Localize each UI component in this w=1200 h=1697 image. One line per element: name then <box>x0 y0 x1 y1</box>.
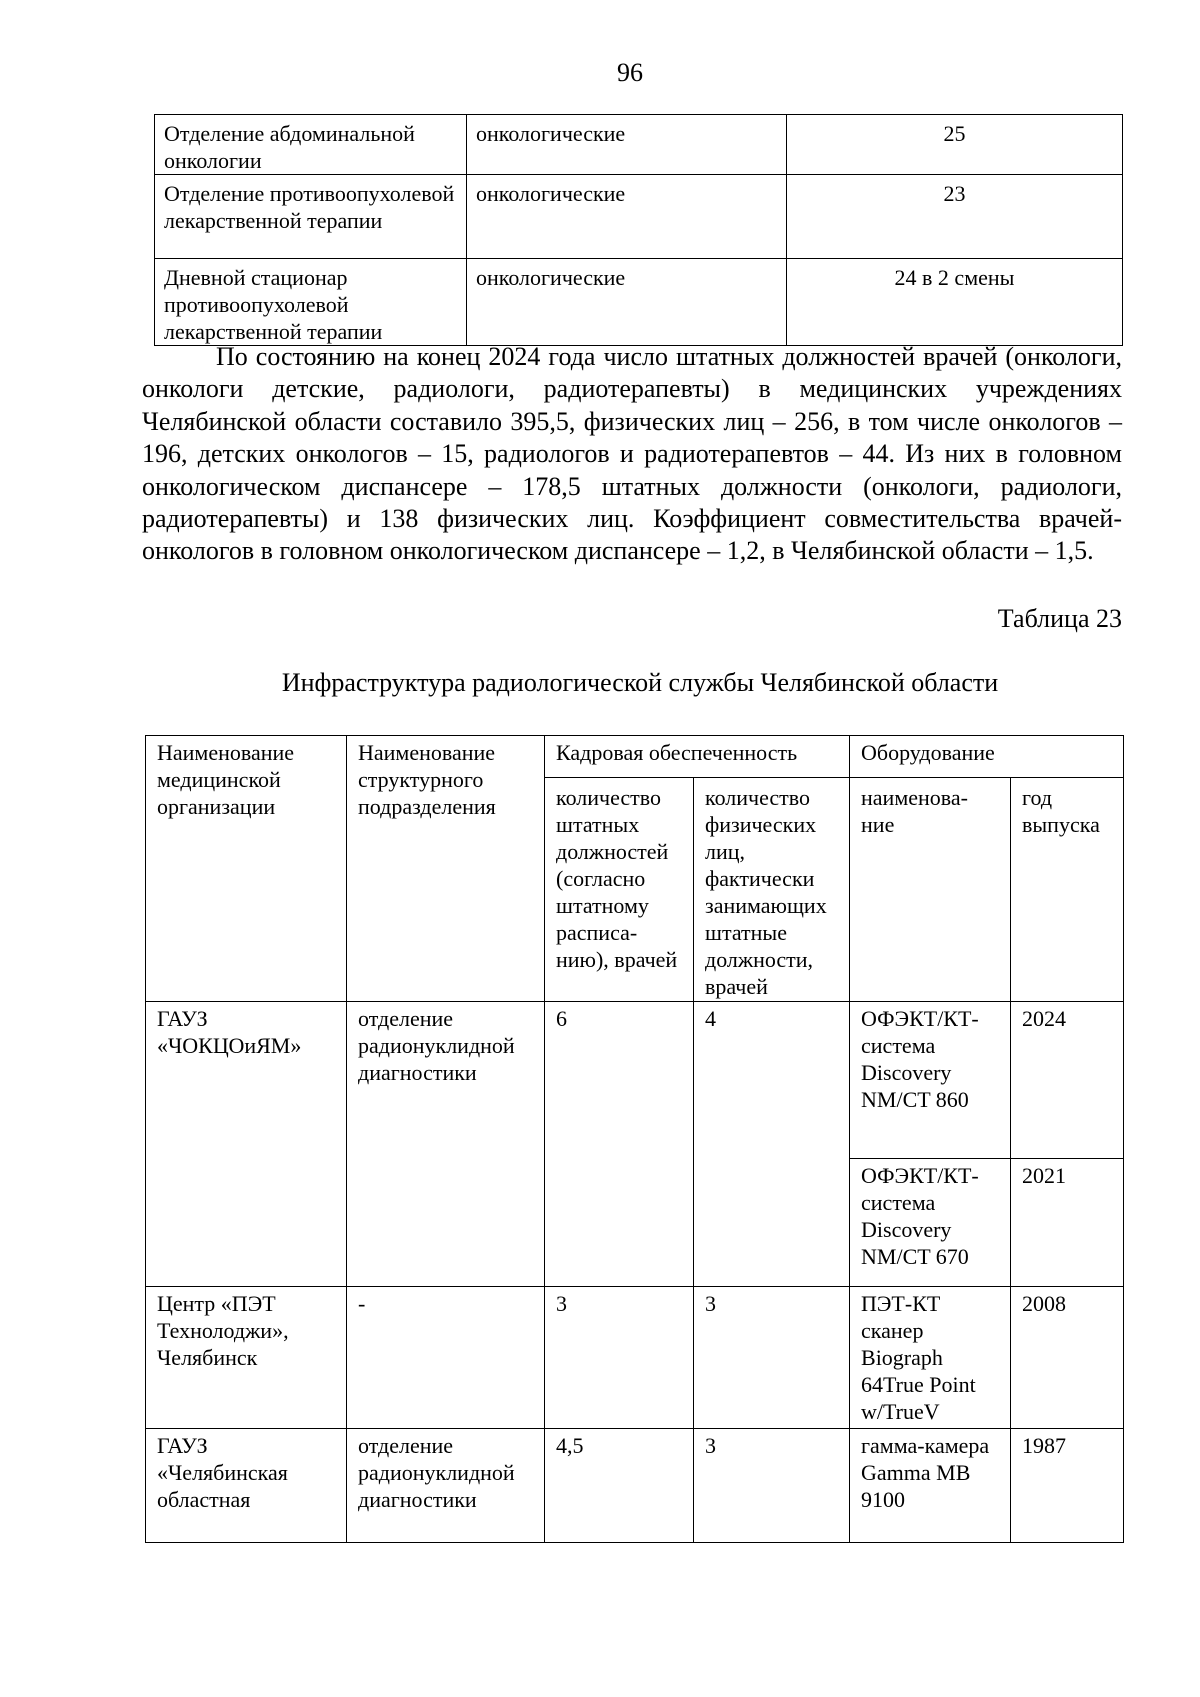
org-name: Центр «ПЭТ Технолоджи», Челябинск <box>146 1287 347 1429</box>
bed-profile: онкологические <box>467 259 787 346</box>
org-name: ГАУЗ «ЧОКЦОиЯМ» <box>146 1002 347 1287</box>
equipment-year: 2024 <box>1011 1002 1124 1159</box>
org-name: ГАУЗ «Челябинская областная <box>146 1429 347 1543</box>
equipment-year: 2008 <box>1011 1287 1124 1429</box>
paragraph-text: По состоянию на конец 2024 года число штатных должностей врачей (онкологи, онкологи детские, радиологи, радиотерапевты) в медицинских учреждениях Челябинской области составило 395,5, физических лиц – 256, в том числе онкологов – 196, детских онкологов – 15, радиологов и радиотерапевтов – 44. Из них в головном онкологическом диспансере – 178,5 штатных должности (онкологи, радиологи, радиотерапевты) и 138 физических лиц. Коэффициент совместительства врачей-онкологов в головном онкологическом диспансере – 1,2, в Челябинской области – 1,5. <box>142 342 1122 566</box>
staff-positions: 3 <box>545 1287 694 1429</box>
bed-count: 24 в 2 смены <box>787 259 1123 346</box>
header-equipment-name: наименова-ние <box>850 778 1011 1002</box>
table-row <box>146 1429 1124 1543</box>
table-row <box>155 175 1123 259</box>
bed-profile: онкологические <box>467 115 787 175</box>
table-row <box>146 1002 1124 1159</box>
table-row <box>146 1287 1124 1429</box>
header-staff-persons: количество физических лиц, фактически занимающих штатные должности, врачей <box>694 778 850 1002</box>
table-label: Таблица 23 <box>997 604 1122 633</box>
staff-persons: 3 <box>694 1429 850 1543</box>
bed-profile: онкологические <box>467 175 787 259</box>
unit-name: отделение радионуклидной диагностики <box>347 1002 545 1287</box>
header-row <box>146 736 1124 778</box>
unit-name: - <box>347 1287 545 1429</box>
table-title: Инфраструктура радиологической службы Челябинской области <box>281 668 999 697</box>
department-name: Отделение противоопухолевой лекарственной терапии <box>155 175 467 259</box>
staff-positions: 4,5 <box>545 1429 694 1543</box>
table-row <box>155 115 1123 175</box>
unit-name: отделение радионуклидной диагностики <box>347 1429 545 1543</box>
header-staff-positions: количество штатных должностей (согласно штатному расписа-нию), врачей <box>545 778 694 1002</box>
equipment-year: 1987 <box>1011 1429 1124 1543</box>
equipment-year: 2021 <box>1011 1159 1124 1287</box>
header-org: Наименование медицинской организации <box>146 736 347 1002</box>
radiology-infrastructure-table <box>145 735 1124 1543</box>
staff-positions: 6 <box>545 1002 694 1287</box>
bed-count: 25 <box>787 115 1123 175</box>
equipment-name: гамма-камера Gamma MB 9100 <box>850 1429 1011 1543</box>
header-staffing: Кадровая обеспеченность <box>545 736 850 778</box>
page-number: 96 <box>617 58 643 87</box>
department-name: Отделение абдоминальной онкологии <box>155 115 467 175</box>
header-equipment-year: год выпуска <box>1011 778 1124 1002</box>
body-paragraph <box>142 341 1122 568</box>
department-name: Дневной стационар противоопухолевой лекарственной терапии <box>155 259 467 346</box>
staff-persons: 4 <box>694 1002 850 1287</box>
bed-count: 23 <box>787 175 1123 259</box>
equipment-name: ОФЭКТ/КТ-система Discovery NM/CT 670 <box>850 1159 1011 1287</box>
equipment-name: ПЭТ-КТ сканер Biograph 64True Point w/TrueV <box>850 1287 1011 1429</box>
staff-persons: 3 <box>694 1287 850 1429</box>
beds-table <box>154 114 1123 346</box>
header-unit: Наименование структурного подразделения <box>347 736 545 1002</box>
table-row <box>155 259 1123 346</box>
equipment-name: ОФЭКТ/КТ-система Discovery NM/CT 860 <box>850 1002 1011 1159</box>
header-equipment: Оборудование <box>850 736 1124 778</box>
